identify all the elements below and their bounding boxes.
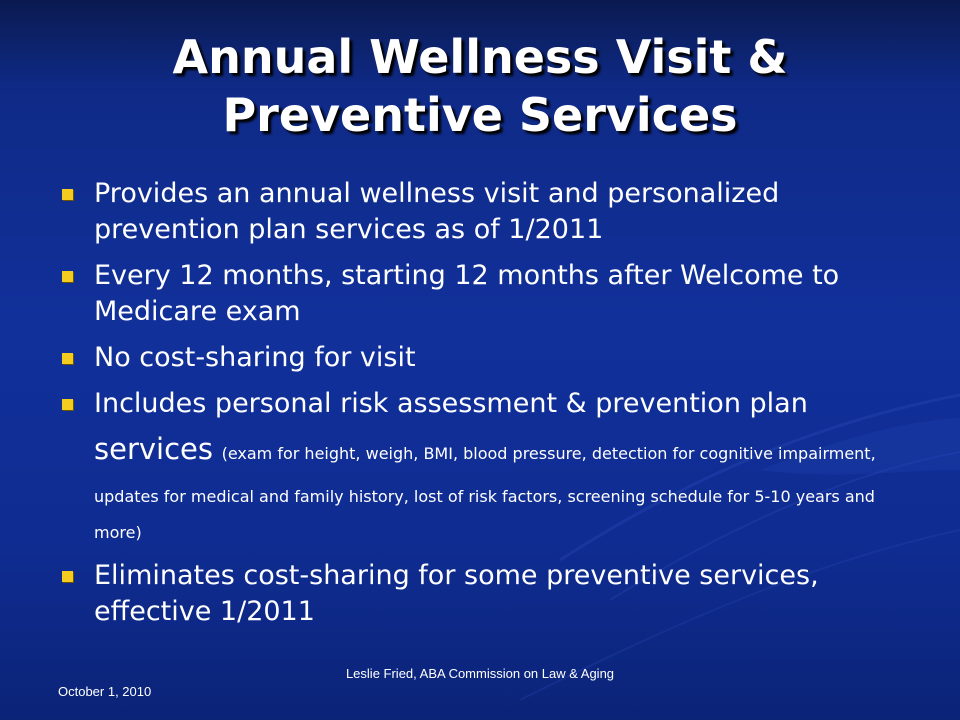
bullet-text: No cost-sharing for visit	[94, 342, 416, 373]
bullet-text: Provides an annual wellness visit and personalized prevention plan services as of 1/2011	[94, 178, 780, 245]
bullet-text: Eliminates cost-sharing for some preventive services, effective 1/2011	[94, 560, 819, 627]
square-bullet-icon	[62, 271, 73, 282]
bullet-text: Every 12 months, starting 12 months after Welcome to Medicare exam	[94, 260, 840, 327]
bullet-note: (exam for height, weigh, BMI, blood pressure, detection for cognitive impairment, updates for medical and family history, lost of risk factors, screening schedule for 5-10 years and more)	[94, 444, 876, 542]
footer-date: October 1, 2010	[58, 684, 152, 699]
square-bullet-icon	[62, 189, 73, 200]
bullet-item-eliminates-cost-sharing	[56, 558, 916, 630]
title-line-1: Annual Wellness Visit &	[172, 30, 788, 84]
bullet-item-annual-visit	[56, 176, 916, 248]
footer-author: Leslie Fried, ABA Commission on Law & Aging	[345, 666, 615, 681]
bullet-text: Includes personal risk assessment & prevention plan	[94, 388, 808, 419]
slide-title	[40, 28, 920, 144]
bullet-item-every-12-months	[56, 258, 916, 330]
title-line-2: Preventive Services	[222, 88, 738, 142]
square-bullet-icon	[62, 353, 73, 364]
bullet-item-risk-assessment	[56, 386, 916, 548]
bullet-list	[56, 176, 916, 640]
bullet-services-word: services	[94, 432, 213, 466]
square-bullet-icon	[62, 571, 73, 582]
bullet-item-no-cost-sharing	[56, 340, 916, 376]
square-bullet-icon	[62, 399, 73, 410]
